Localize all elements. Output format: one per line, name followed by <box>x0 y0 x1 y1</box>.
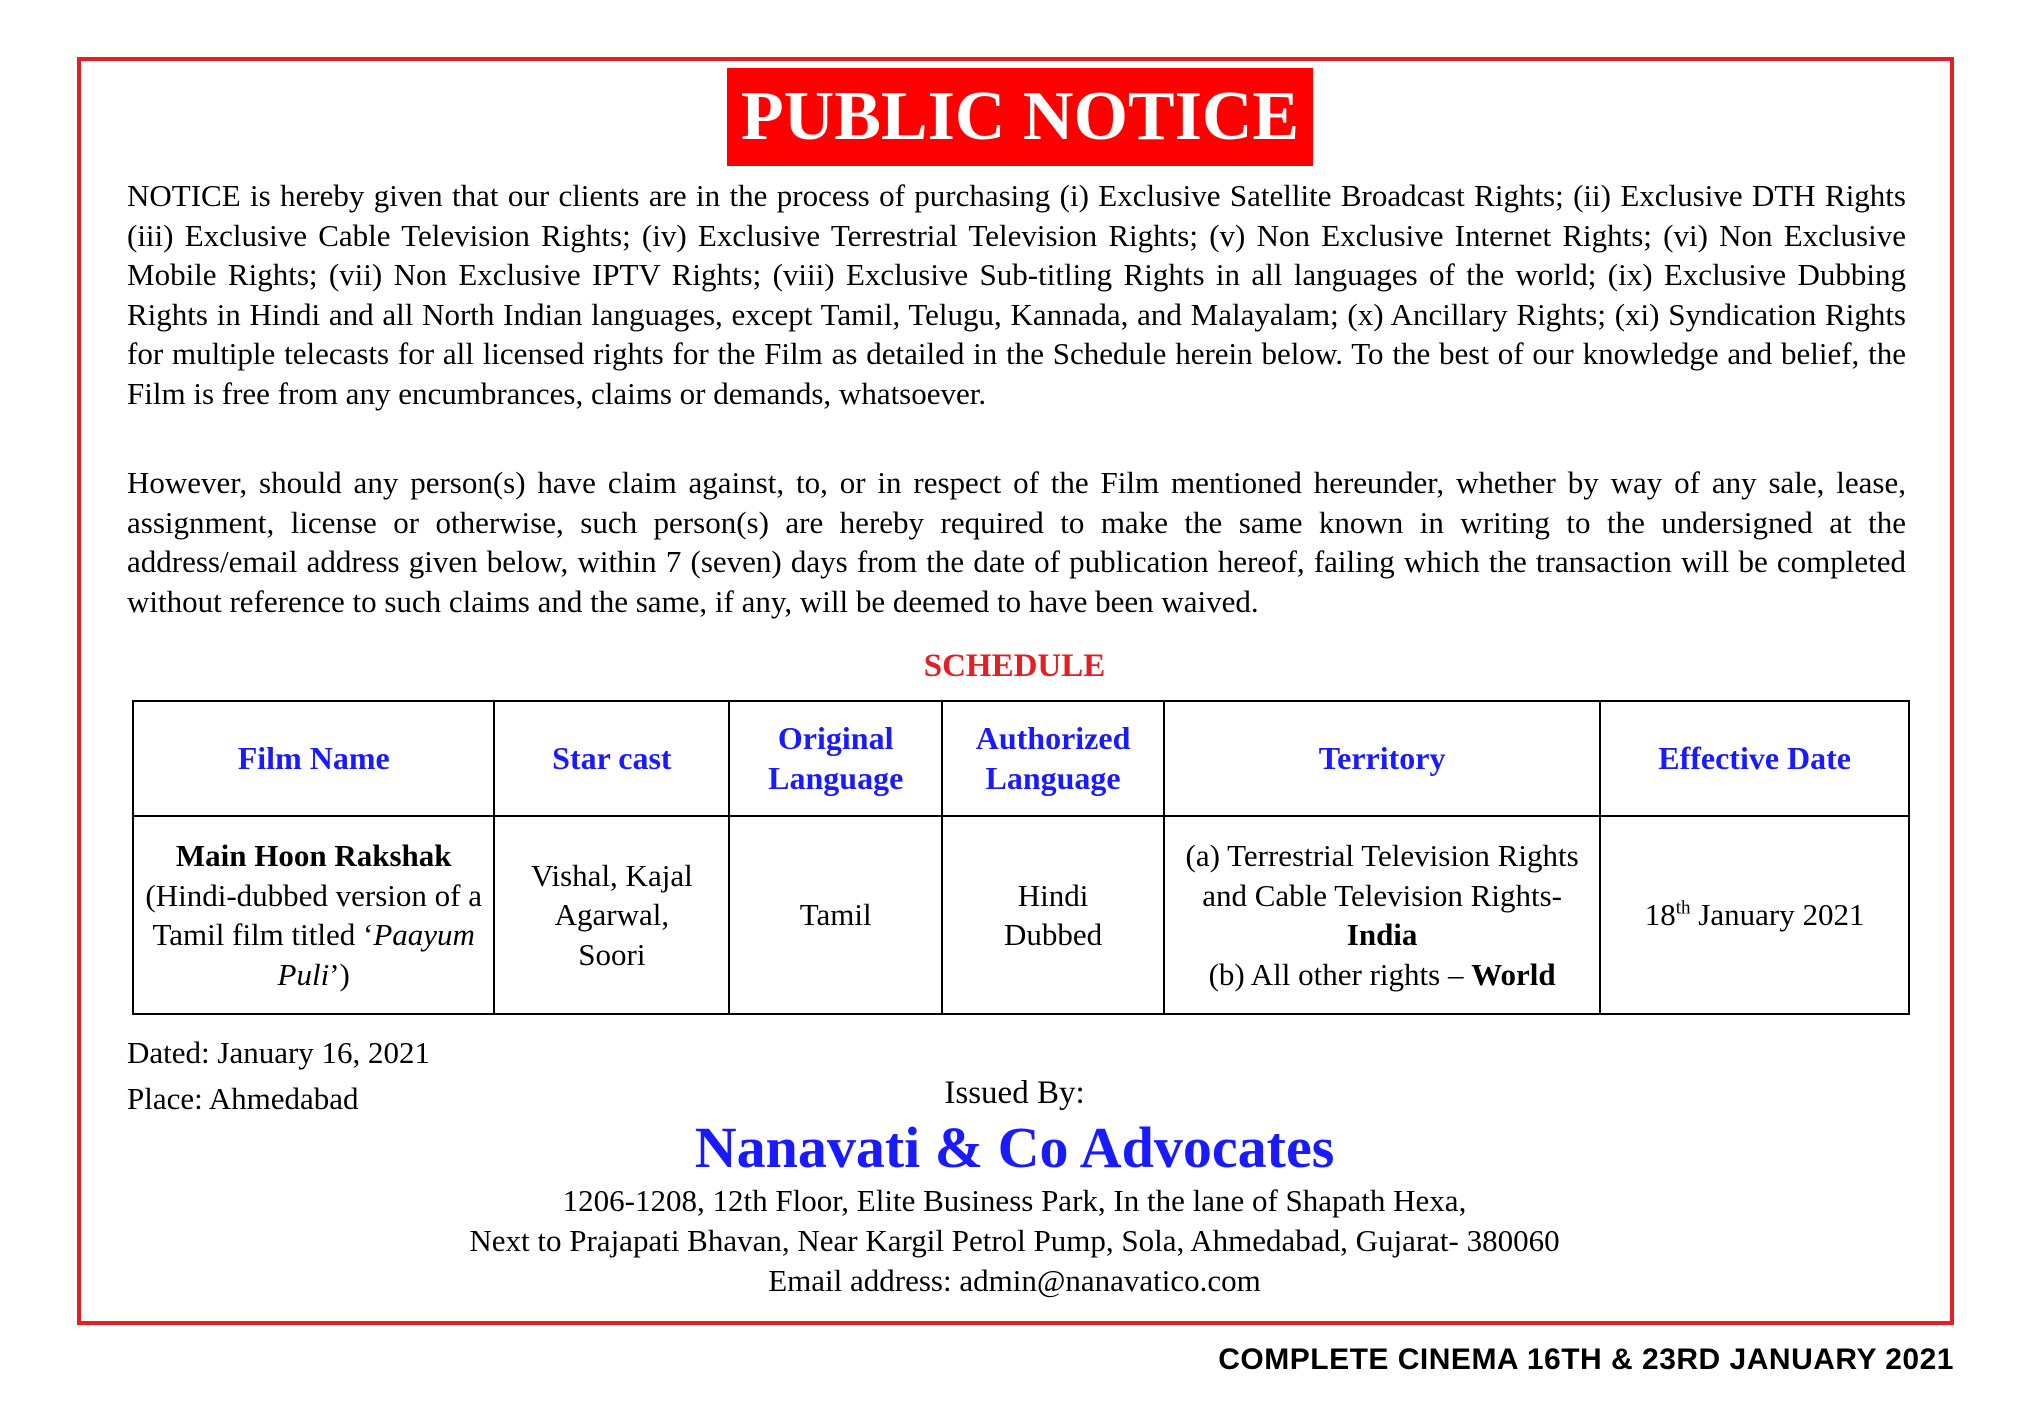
schedule-table <box>132 700 1910 1015</box>
email-line: Email address: admin@nanavatico.com <box>768 1263 1261 1298</box>
header-effective-date: Effective Date <box>1600 701 1909 816</box>
dated-line: Dated: January 16, 2021 <box>127 1035 431 1070</box>
table-row <box>133 816 1909 1014</box>
address-line-2: Next to Prajapati Bhavan, Near Kargil Petrol Pump, Sola, Ahmedabad, Gujarat- 380060 <box>469 1223 1560 1258</box>
date-day: 18 <box>1644 897 1676 933</box>
film-description-post: ’) <box>329 956 350 992</box>
territory-a-region: India <box>1346 917 1418 952</box>
notice-paragraph-2: However, should any person(s) have claim against, to, or in respect of the Film mentioned hereunder, whether by way of any sale, lease, assignment, license or otherwise, such person(s) are hereby required to make the same known in writing to the undersigned at the address/email address given below, within 7 (seven) days from the date of publication hereof, failing which the transaction will be completed without reference to such claims and the same, if any, will be deemed to have been waived. <box>127 465 1906 619</box>
territory-b-region: World <box>1471 956 1556 992</box>
cell-film-name <box>133 816 494 1014</box>
territory-a: (a) Terrestrial Television Rights and Cable Television Rights- <box>1185 838 1579 913</box>
table-header-row <box>133 701 1909 816</box>
header-star-cast: Star cast <box>494 701 729 816</box>
notice-paragraph-1: NOTICE is hereby given that our clients are in the process of purchasing (i) Exclusive Satellite Broadcast Rights; (ii) Exclusive DTH Rights (iii) Exclusive Cable Television Rights; (iv) Exclusive Terrestrial Television Rights; (v) Non Exclusive Internet Rights; (vi) Non Exclusive Mobile Rights; (vii) Non Exclusive IPTV Rights; (viii) Exclusive Sub-titling Rights in all languages of the world; (ix) Exclusive Dubbing Rights in Hindi and all North Indian languages, except Tamil, Telugu, Kannada, and Malayalam; (x) Ancillary Rights; (xi) Syndication Rights for multiple telecasts for all licensed rights for the Film as detailed in the Schedule herein below. To the best of our knowledge and belief, the Film is free from any encumbrances, claims or demands, whatsoever. <box>127 178 1906 411</box>
place-line: Place: Ahmedabad <box>127 1081 359 1116</box>
territory-b: (b) All other rights – <box>1208 956 1472 992</box>
issued-by-label: Issued By: <box>944 1075 1085 1111</box>
address-line-1: 1206-1208, 12th Floor, Elite Business Park, In the lane of Shapath Hexa, <box>562 1183 1467 1218</box>
film-description-pre: (Hindi-dubbed version of a Tamil film titled ‘ <box>145 877 483 952</box>
star-cast-text: Vishal, Kajal Agarwal, Soori <box>530 857 693 972</box>
film-original-title: Paayum Puli <box>277 917 475 992</box>
header-original-language: Original Language <box>729 701 942 816</box>
date-suffix: th <box>1675 897 1691 919</box>
firm-name: Nanavati & Co Advocates <box>694 1115 1335 1180</box>
date-rest: January 2021 <box>1690 897 1865 933</box>
film-title: Main Hoon Rakshak <box>175 838 452 873</box>
header-film-name: Film Name <box>133 701 494 816</box>
cell-original-language: Tamil <box>729 816 942 1014</box>
schedule-heading: SCHEDULE <box>923 648 1106 684</box>
publication-footer: COMPLETE CINEMA 16TH & 23RD JANUARY 2021 <box>1218 1343 1954 1376</box>
cell-effective-date <box>1600 816 1909 1014</box>
cell-authorized-language <box>942 816 1164 1014</box>
header-authorized-language: Authorized Language <box>942 701 1164 816</box>
cell-star-cast <box>494 816 729 1014</box>
notice-title: PUBLIC NOTICE <box>727 68 1313 166</box>
header-territory: Territory <box>1164 701 1600 816</box>
authorized-language-text: Hindi Dubbed <box>1003 877 1103 952</box>
cell-territory <box>1164 816 1600 1014</box>
